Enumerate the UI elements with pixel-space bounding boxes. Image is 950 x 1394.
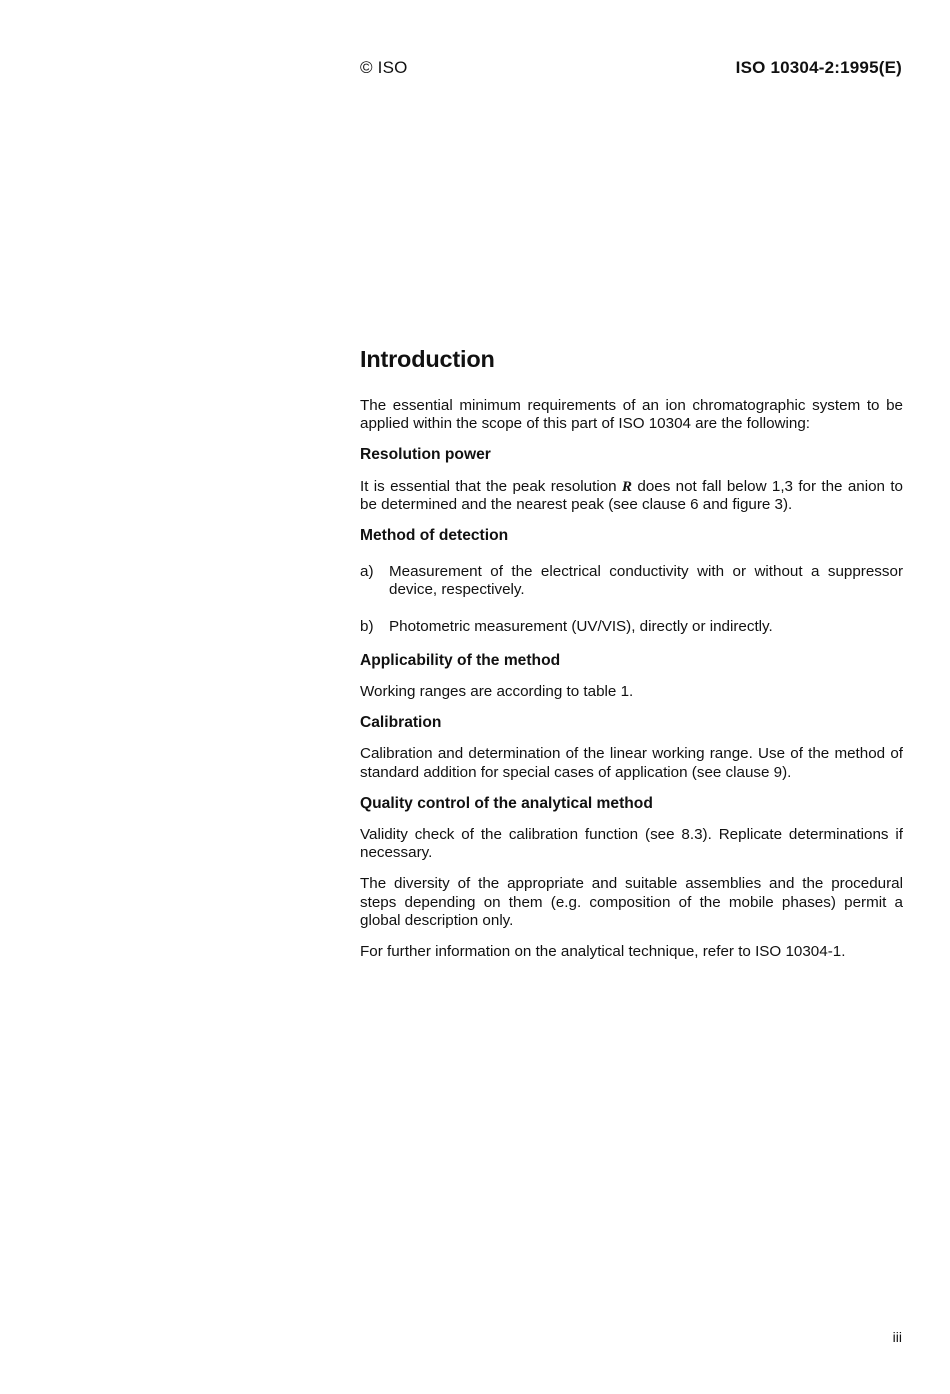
quality-paragraph: Validity check of the calibration function (see 8.3). Replicate determinations if necessary. <box>360 826 903 862</box>
applicability-paragraph: Working ranges are according to table 1. <box>360 683 634 701</box>
intro-paragraph: The essential minimum requirements of an ion chromatographic system to be applied within the scope of this part of ISO 10304 are the following: <box>360 397 903 433</box>
resolution-paragraph <box>360 478 903 514</box>
further-info-paragraph: For further information on the analytical technique, refer to ISO 10304-1. <box>360 943 846 961</box>
list-item-text: Photometric measurement (UV/VIS), directly or indirectly. <box>389 617 773 635</box>
calibration-paragraph: Calibration and determination of the linear working range. Use of the method of standard addition for special cases of application (see clause 9). <box>360 745 903 781</box>
page-number: iii <box>892 1329 902 1345</box>
diversity-paragraph: The diversity of the appropriate and suitable assemblies and the procedural steps depending on them (e.g. composition of the mobile phases) permit a global description only. <box>360 875 903 929</box>
heading-applicability: Applicability of the method <box>360 651 561 669</box>
list-item-text: Measurement of the electrical conductivity with or without a suppressor device, respectively. <box>389 563 903 599</box>
document-body <box>360 346 903 974</box>
copyright-notice: © ISO <box>360 58 408 77</box>
resolution-text-before: It is essential that the peak resolution <box>360 477 622 495</box>
section-title: Introduction <box>360 346 495 372</box>
heading-quality-control: Quality control of the analytical method <box>360 794 653 812</box>
heading-method-of-detection: Method of detection <box>360 527 509 545</box>
standard-number: ISO 10304-2:1995(E) <box>735 58 902 77</box>
list-item <box>360 563 903 599</box>
heading-calibration: Calibration <box>360 714 442 732</box>
list-marker: b) <box>360 617 374 635</box>
heading-resolution-power: Resolution power <box>360 446 491 464</box>
list-marker: a) <box>360 563 374 581</box>
list-item <box>360 618 903 636</box>
resolution-text-after: does not fall below 1,3 for the anion to be determined and the nearest peak (see clause 6 and figure 3). <box>360 477 903 513</box>
resolution-symbol: R <box>621 477 633 495</box>
